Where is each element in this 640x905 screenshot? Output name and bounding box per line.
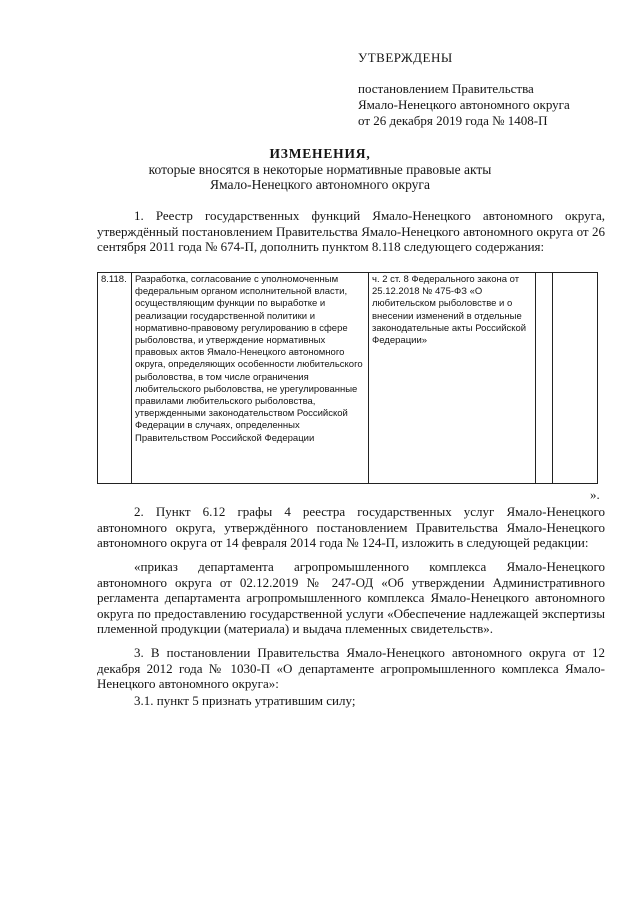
document-subtitle: Ямало-Ненецкого автономного округа: [210, 177, 430, 192]
table-cell-legal-basis: ч. 2 ст. 8 Федерального закона от 25.12.2018 № 475-ФЗ «О любительском рыболовстве и о внесении изменений в отдельные законодательные акты Российской Федерации»: [369, 273, 536, 484]
approval-line: Ямало-Ненецкого автономного округа: [358, 97, 570, 112]
paragraph-3-1: 3.1. пункт 5 признать утратившим силу;: [134, 693, 356, 708]
approval-stamp: [358, 50, 618, 129]
table-cell-function-name: Разработка, согласование с уполномоченным федеральным органом исполнительной власти, осуществляющим функции по выработке и реализации государственной политики и нормативно-правовому регулированию в сфере рыболовства, и утверждение нормативных правовых актов Ямало-Ненецкого автономного округа, определяющих особенности любительского рыболовства, в том числе ограничения любительского рыболовства, не урегулированные правилами любительского рыболовства, утвержденными законодательством Российской Федерации в случаях, определенных Правительством Российской Федерации: [132, 273, 369, 484]
paragraph-3: 3. В постановлении Правительства Ямало-Ненецкого автономного округа от 12 декабря 2012 года № 1030-П «О департаменте агропромышленного комплекса Ямало-Ненецкого автономного округа»:: [97, 645, 605, 692]
functions-registry-table: [97, 272, 598, 484]
table-row: [98, 273, 598, 484]
paragraph-1: 1. Реестр государственных функций Ямало-Ненецкого автономного округа, утверждённый постановлением Правительства Ямало-Ненецкого автономного округа от 26 сентября 2011 года № 674-П, дополнить пунктом 8.118 следующего содержания:: [97, 208, 605, 255]
table-cell-empty: [536, 273, 553, 484]
approval-line: от 26 декабря 2019 года № 1408-П: [358, 113, 548, 128]
approval-line: постановлением Правительства: [358, 81, 534, 96]
paragraph-2-quote: «приказ департамента агропромышленного комплекса Ямало-Ненецкого автономного округа от 02.12.2019 № 247-ОД «Об утверждении Административного регламента департамента агропромышленного комплекса Ямало-Ненецкого автономного округа по предоставлению государственной услуги «Обеспечение надлежащей экспертизы племенной продукции (материала) и выдача племенных свидетельств».: [97, 559, 605, 637]
document-subtitle: которые вносятся в некоторые нормативные правовые акты: [148, 162, 492, 177]
table-cell-number: 8.118.: [98, 273, 132, 484]
document-title: ИЗМЕНЕНИЯ,: [269, 146, 371, 161]
paragraph-2: 2. Пункт 6.12 графы 4 реестра государственных услуг Ямало-Ненецкого автономного округа, утверждённого постановлением Правительства Ямало-Ненецкого автономного округа от 14 февраля 2014 года № 124-П, изложить в следующей редакции:: [97, 504, 605, 551]
closing-quote: ».: [590, 487, 600, 502]
approval-heading: УТВЕРЖДЕНЫ: [358, 50, 453, 65]
table-cell-empty: [553, 273, 598, 484]
